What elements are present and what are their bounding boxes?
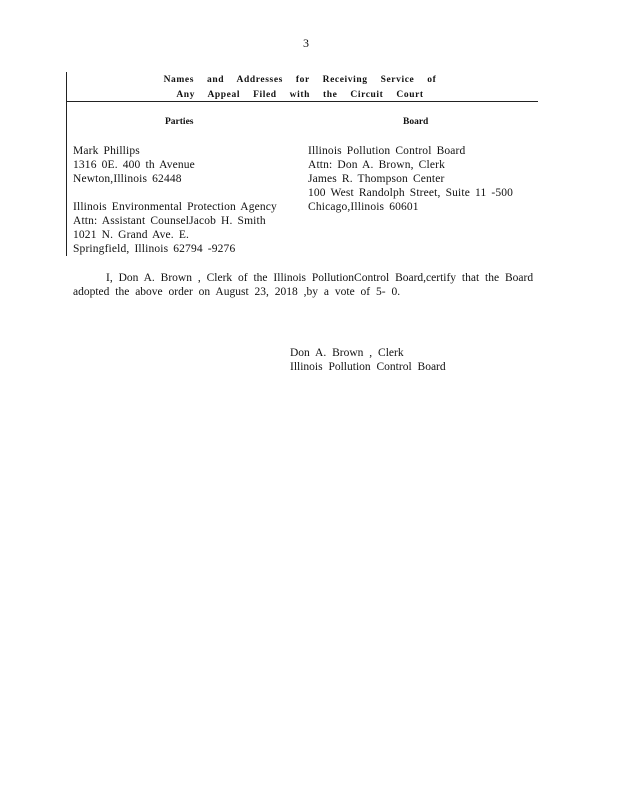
address-line: James R. Thompson Center xyxy=(308,173,445,185)
address-line: 100 West Randolph Street, Suite 11 -500 xyxy=(308,187,514,199)
address-line: Newton,Illinois 62448 xyxy=(73,173,182,185)
address-line: Mark Phillips xyxy=(73,145,140,157)
certification-line-1: I, Don A. Brown , Clerk of the Illinois PollutionControl Board,certify that the Board xyxy=(106,272,534,284)
parties-column-heading: Parties xyxy=(165,117,194,127)
party-address-block xyxy=(73,200,277,256)
board-column-heading: Board xyxy=(403,117,429,127)
table-horizontal-rule xyxy=(66,101,538,102)
board-address-block xyxy=(308,144,513,214)
signer-title: Illinois Pollution Control Board xyxy=(290,361,446,373)
service-table-header-line-1: Names and Addresses for Receiving Service of xyxy=(163,75,437,85)
address-line: 1316 0E. 400 th Avenue xyxy=(73,159,195,171)
address-line: Attn: Don A. Brown, Clerk xyxy=(308,159,445,171)
address-line: Springfield, Illinois 62794 -9276 xyxy=(73,243,236,255)
certification-line-2: adopted the above order on August 23, 2018 ,by a vote of 5- 0. xyxy=(73,286,401,298)
address-line: 1021 N. Grand Ave. E. xyxy=(73,229,190,241)
page-number: 3 xyxy=(303,36,309,50)
address-line: Illinois Pollution Control Board xyxy=(308,145,466,157)
signature-block xyxy=(290,346,446,374)
address-line: Attn: Assistant CounselJacob H. Smith xyxy=(73,215,266,227)
table-vertical-rule xyxy=(66,72,67,256)
address-line: Chicago,Illinois 60601 xyxy=(308,201,419,213)
party-address-block xyxy=(73,144,195,186)
clerk-certification xyxy=(73,271,533,299)
address-line: Illinois Environmental Protection Agency xyxy=(73,201,277,213)
signer-name: Don A. Brown , Clerk xyxy=(290,347,404,359)
service-table-header-line-2: Any Appeal Filed with the Circuit Court xyxy=(176,90,424,100)
service-table-header xyxy=(150,73,450,103)
